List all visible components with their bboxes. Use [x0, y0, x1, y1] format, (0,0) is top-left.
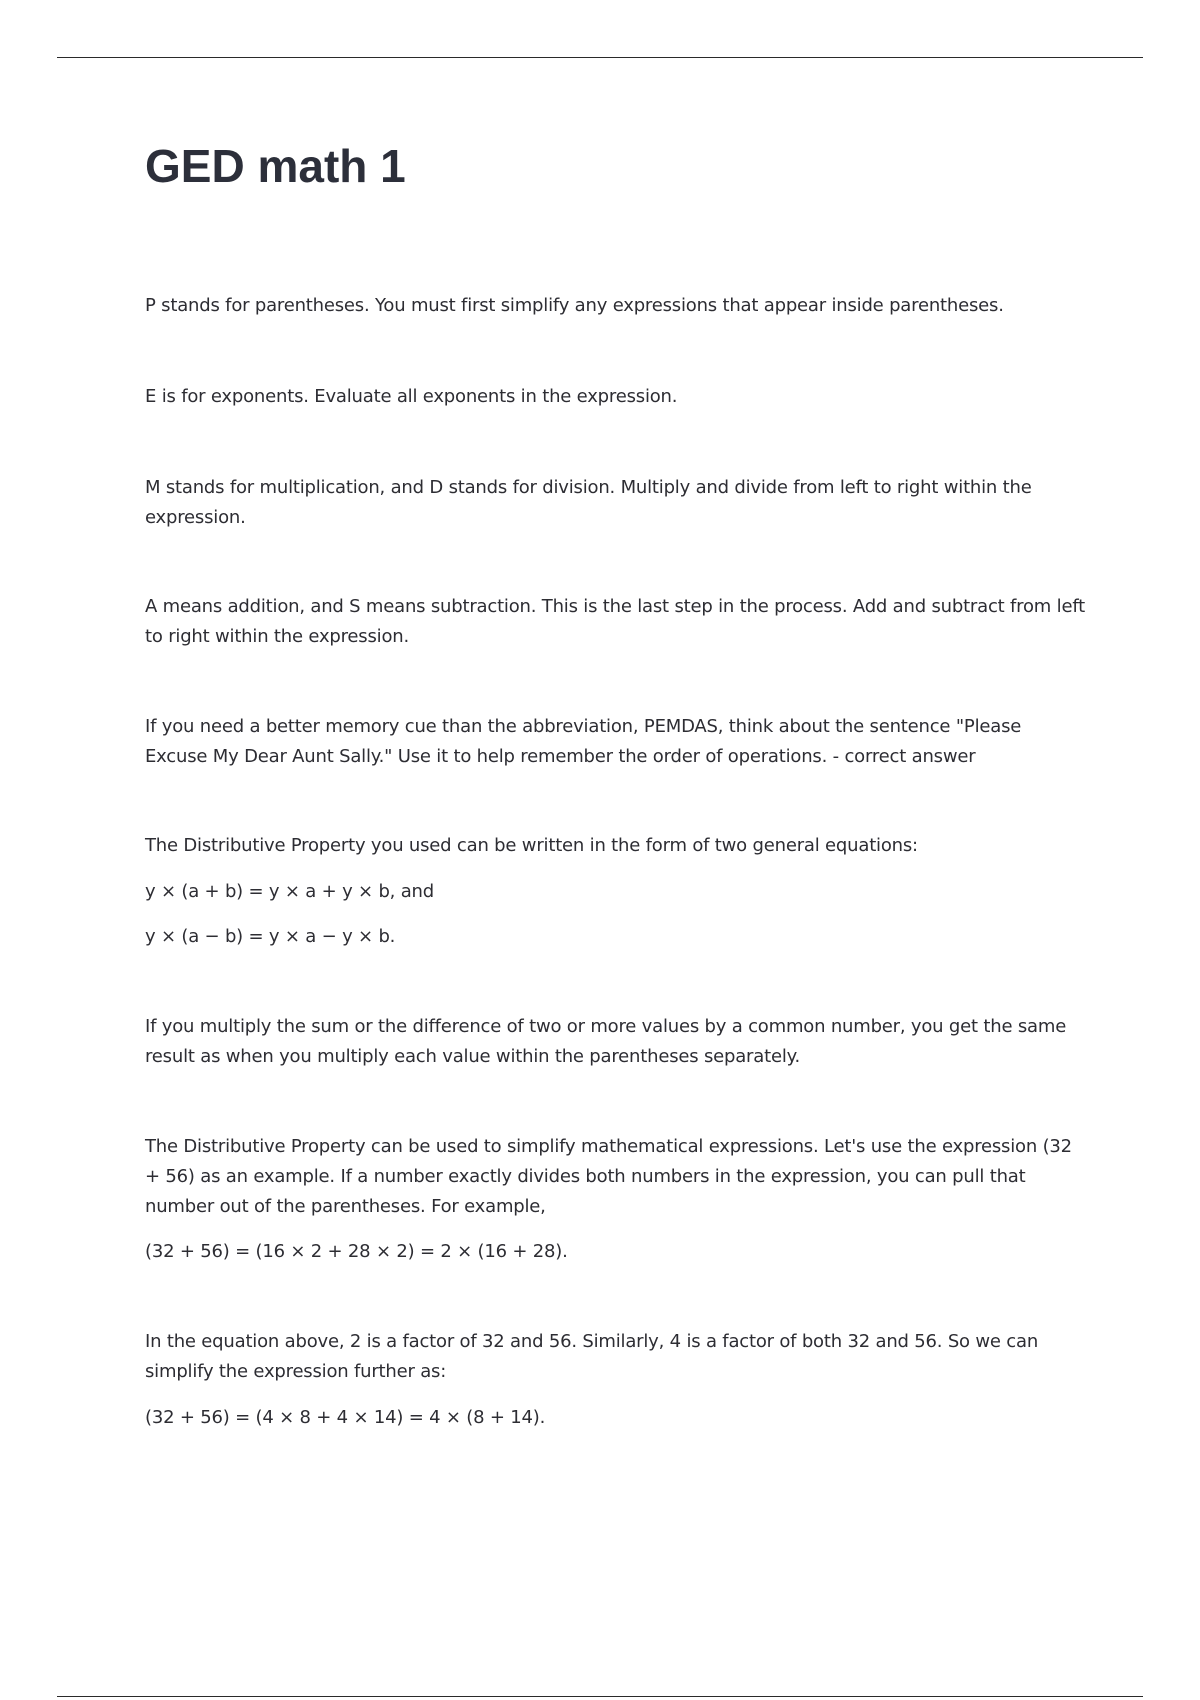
equation-distributive-subtraction: y × (a − b) = y × a − y × b.: [145, 926, 396, 947]
equation-distributive-addition: y × (a + b) = y × a + y × b, and: [145, 881, 434, 902]
paragraph-distributive-explanation: If you multiply the sum or the difference of two or more values by a common number, you get the same result as when you multiply each value within the parentheses separately.: [145, 1016, 1067, 1067]
equation-factor-two: (32 + 56) = (16 × 2 + 28 × 2) = 2 × (16 + 28).: [145, 1241, 568, 1262]
paragraph-distributive-intro: The Distributive Property you used can be written in the form of two general equations:: [145, 835, 918, 856]
top-divider: [57, 57, 1143, 58]
equation-factor-four: (32 + 56) = (4 × 8 + 4 × 14) = 4 × (8 + 14).: [145, 1407, 546, 1428]
paragraph-multiplication-division: M stands for multiplication, and D stands for division. Multiply and divide from left to right within the expression.: [145, 477, 1032, 528]
paragraph-parentheses: P stands for parentheses. You must first simplify any expressions that appear inside parentheses.: [145, 295, 1004, 316]
paragraph-factor-explanation: In the equation above, 2 is a factor of 32 and 56. Similarly, 4 is a factor of both 32 and 56. So we can simplify the expression further as:: [145, 1331, 1039, 1382]
paragraph-distributive-simplify: The Distributive Property can be used to simplify mathematical expressions. Let's use the expression (32 + 56) as an example. If a number exactly divides both numbers in the expression, you can pull that number out of the parentheses. For example,: [145, 1136, 1072, 1217]
bottom-divider: [57, 1696, 1143, 1697]
paragraph-pemdas-memory-cue: If you need a better memory cue than the abbreviation, PEMDAS, think about the sentence "Please Excuse My Dear Aunt Sally." Use it to help remember the order of operations. - correct answer: [145, 716, 1022, 767]
paragraph-addition-subtraction: A means addition, and S means subtraction. This is the last step in the process. Add and subtract from left to right within the expression.: [145, 596, 1086, 647]
paragraph-exponents: E is for exponents. Evaluate all exponents in the expression.: [145, 386, 678, 407]
page-title: GED math 1: [145, 140, 406, 192]
